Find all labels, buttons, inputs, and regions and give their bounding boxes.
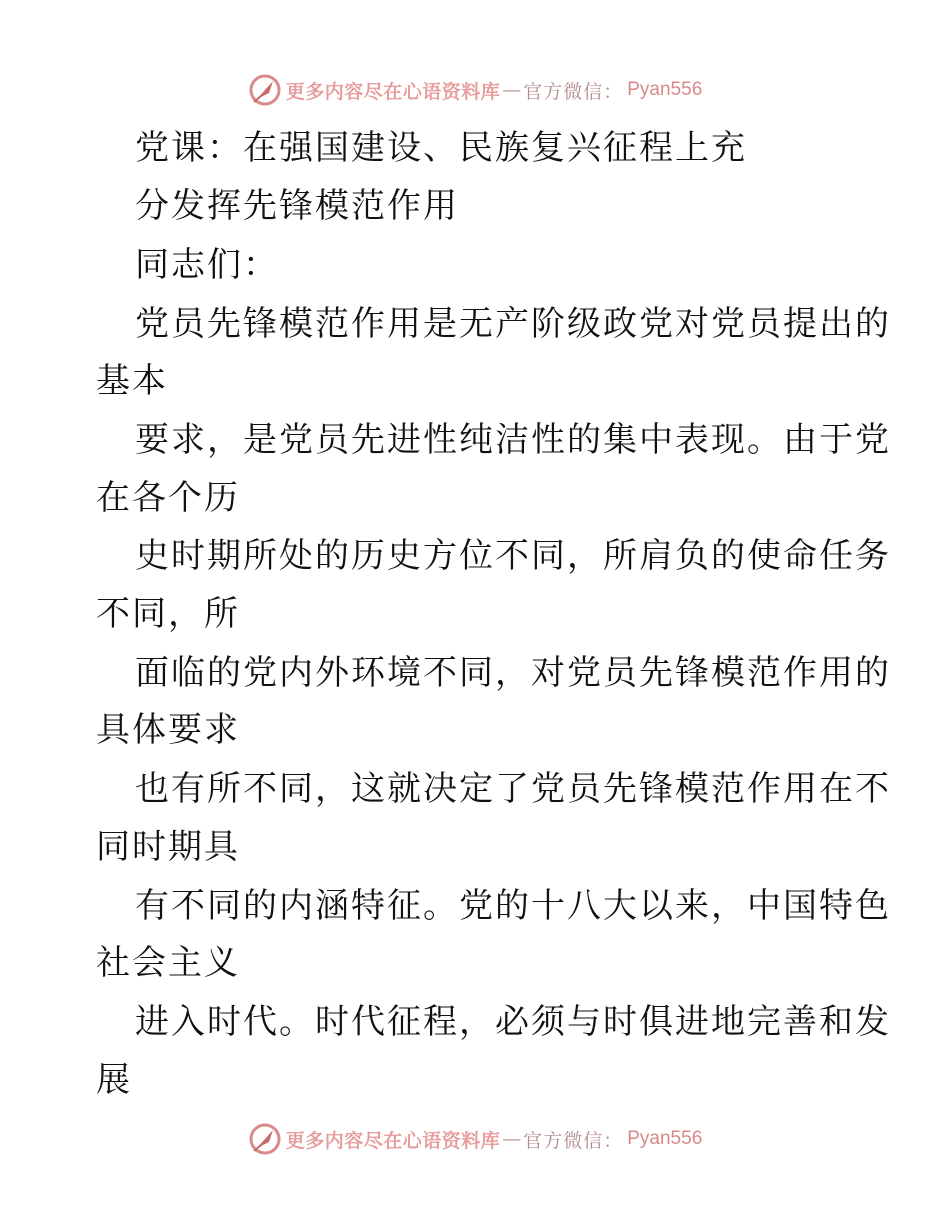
quill-logo-icon: [248, 1122, 282, 1156]
watermark-dash: —: [502, 1128, 522, 1150]
body-line: 进入时代。时代征程，必须与时俱进地完善和发: [135, 1002, 891, 1042]
body-line: 社会主义: [96, 943, 240, 983]
body-line: 不同，所: [96, 594, 240, 634]
body-line: 也有所不同，这就决定了党员先锋模范作用在不: [135, 769, 891, 809]
watermark-dash: —: [502, 79, 522, 101]
watermark-wechat-id: Pyan556: [627, 79, 703, 100]
document-title-line-2: 分发挥先锋模范作用: [135, 186, 459, 226]
body-line: 基本: [96, 361, 168, 401]
watermark-official-label: 官方微信：: [523, 80, 624, 103]
watermark-official-label: 官方微信：: [523, 1129, 624, 1152]
body-line: 有不同的内涵特征。党的十八大以来，中国特色: [135, 886, 891, 926]
body-line: 展: [96, 1060, 132, 1100]
salutation: 同志们：: [135, 245, 279, 285]
body-line: 具体要求: [96, 710, 240, 750]
watermark-site-text: 更多内容尽在心语资料库: [285, 1129, 501, 1152]
body-line: 党员先锋模范作用是无产阶级政党对党员提出的: [135, 304, 891, 344]
body-line: 在各个历: [96, 478, 240, 518]
watermark-wechat-id: Pyan556: [627, 1128, 703, 1149]
body-line: 史时期所处的历史方位不同，所肩负的使命任务: [135, 536, 891, 576]
footer-watermark: [0, 1119, 950, 1159]
body-line: 要求，是党员先进性纯洁性的集中表现。由于党: [135, 420, 891, 460]
watermark-site-text: 更多内容尽在心语资料库: [285, 80, 501, 103]
body-line: 面临的党内外环境不同，对党员先锋模范作用的: [135, 653, 891, 693]
document-title-line-1: 党课：在强国建设、民族复兴征程上充: [135, 128, 747, 168]
body-line: 同时期具: [96, 827, 240, 867]
